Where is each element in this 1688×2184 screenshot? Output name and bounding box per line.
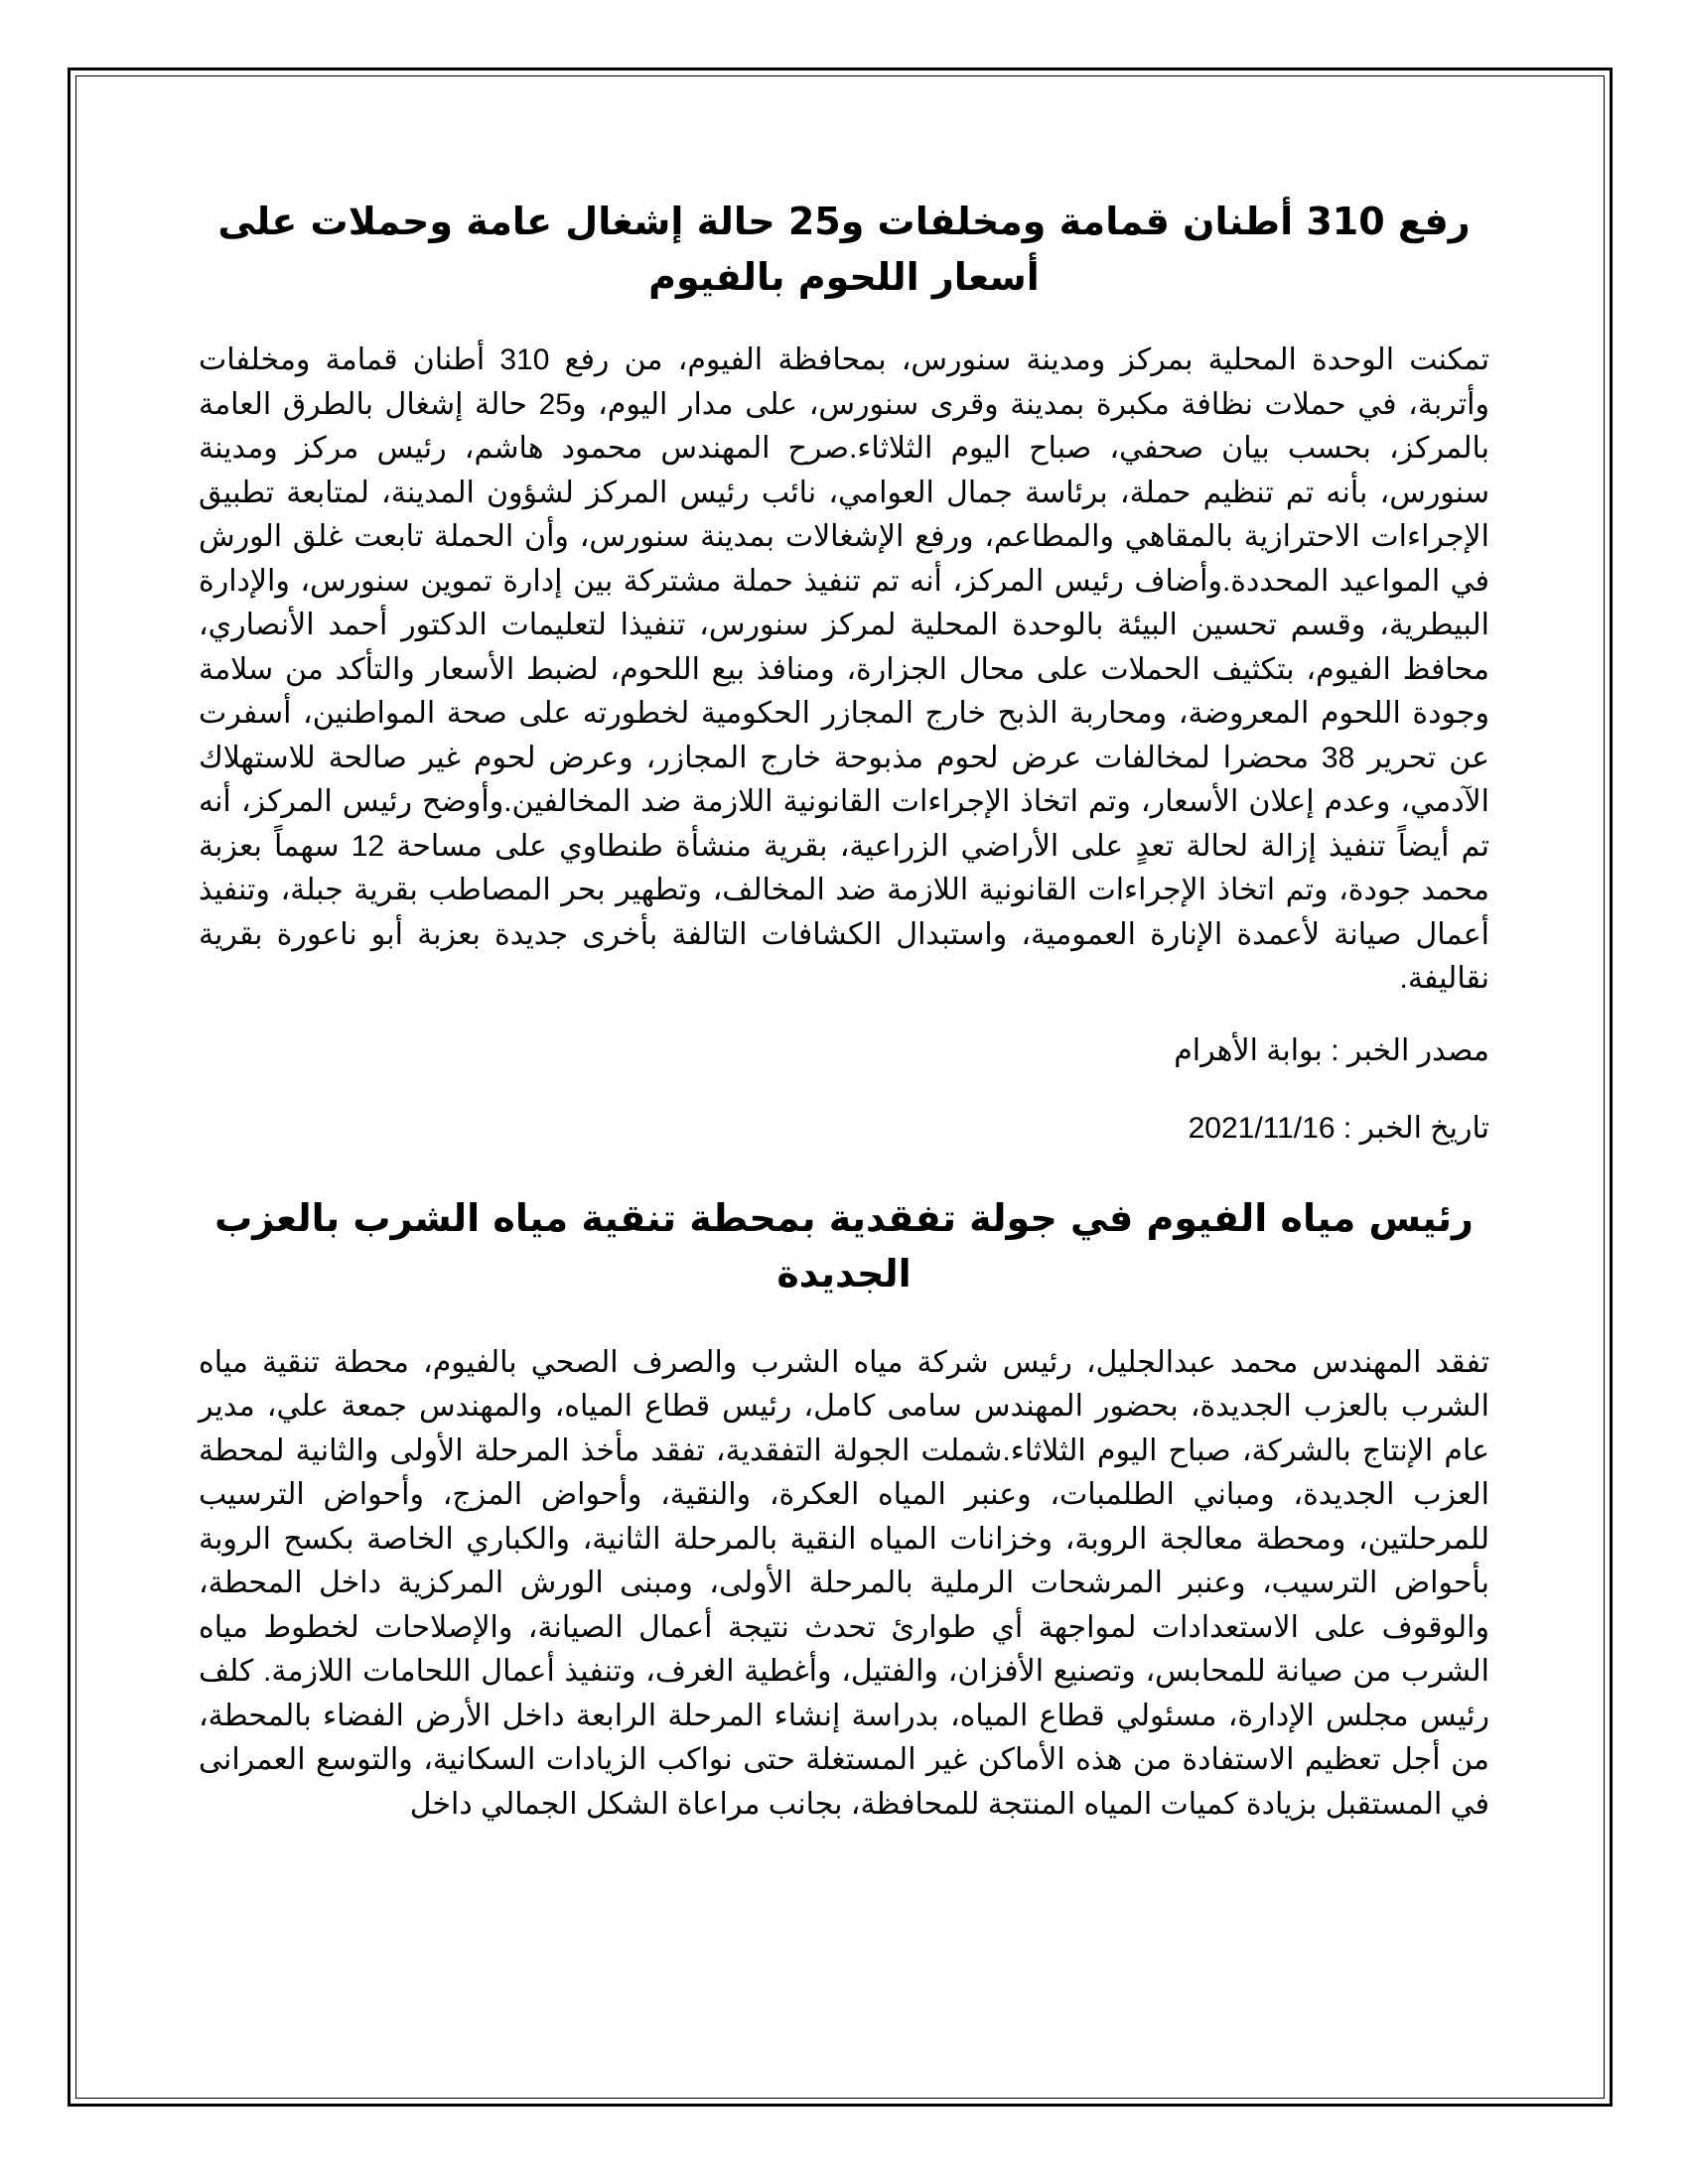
article-1-title: رفع 310 أطنان قمامة ومخلفات و25 حالة إشغال عامة وحملات على أسعار اللحوم بالفيوم xyxy=(217,200,1471,299)
article-1-source: مصدر الخبر : بوابة الأهرام xyxy=(1174,1033,1489,1067)
article-2-title: رئيس مياه الفيوم في جولة تفقدية بمحطة تنقية مياه الشرب بالعزب الجديدة xyxy=(214,1195,1474,1296)
article-1-date: تاريخ الخبر : 2021/11/16 xyxy=(1188,1111,1489,1145)
article-2 xyxy=(199,1190,1489,1828)
article-1-body: تمكنت الوحدة المحلية بمركز ومدينة سنورس، بمحافظة الفيوم، من رفع 310 أطنان قمامة ومخلفات وأتربة، في حملات نظافة مكبرة بمدينة وقرى سنورس، على مدار اليوم، و25 حالة إشغال بالطرق العامة بالمركز، بحسب بيان صحفي، صباح اليوم الثلاثاء.صرح المهندس محمود هاشم، رئيس مركز ومدينة سنورس، بأنه تم تنظيم حملة، برئاسة جمال العوامي، نائب رئيس المركز لشؤون المدينة، لمتابعة تطبيق الإجراءات الاحترازية بالمقاهي والمطاعم، ورفع الإشغالات بمدينة سنورس، وأن الحملة تابعت غلق الورش في المواعيد المحددة.وأضاف رئيس المركز، أنه تم تنفيذ حملة مشتركة بين إدارة تموين سنورس، والإدارة البيطرية، وقسم تحسين البيئة بالوحدة المحلية لمركز سنورس، تنفيذا لتعليمات الدكتور أحمد الأنصاري، محافظ الفيوم، بتكثيف الحملات على محال الجزارة، ومنافذ بيع اللحوم، لضبط الأسعار والتأكد من سلامة وجودة اللحوم المعروضة، ومحاربة الذبح خارج المجازر الحكومية لخطورته على صحة المواطنين، أسفرت عن تحرير 38 محضرا لمخالفات عرض لحوم مذبوحة خارج المجازر، وعرض لحوم غير صالحة للاستهلاك الآدمي، وعدم إعلان الأسعار، وتم اتخاذ الإجراءات القانونية اللازمة ضد المخالفين.وأوضح رئيس المركز، أنه تم أيضاً تنفيذ إزالة لحالة تعدٍ على الأراضي الزراعية، بقرية منشأة طنطاوي على مساحة 12 سهماً بعزبة محمد جودة، وتم اتخاذ الإجراءات القانونية اللازمة ضد المخالف، وتطهير بحر المصاطب بقرية جبلة، وتنفيذ أعمال صيانة لأعمدة الإنارة العمومية، واستبدال الكشافات التالفة بأخرى جديدة بعزبة أبو ناعورة بقرية نقاليفة. xyxy=(199,343,1490,995)
document-content xyxy=(199,194,1489,1827)
article-1 xyxy=(199,194,1489,1151)
article-2-body: تفقد المهندس محمد عبدالجليل، رئيس شركة مياه الشرب والصرف الصحي بالفيوم، محطة تنقية مياه الشرب بالعزب الجديدة، بحضور المهندس سامى كامل، رئيس قطاع المياه، والمهندس جمعة علي، مدير عام الإنتاج بالشركة، صباح اليوم الثلاثاء.شملت الجولة التفقدية، تفقد مأخذ المرحلة الأولى والثانية لمحطة العزب الجديدة، ومباني الطلمبات، وعنبر المياه العكرة، والنقية، وأحواض المزج، وأحواض الترسيب للمرحلتين، ومحطة معالجة الروبة، وخزانات المياه النقية بالمرحلة الثانية، والكباري الخاصة بكسح الروبة بأحواض الترسيب، وعنبر المرشحات الرملية بالمرحلة الأولى، ومبنى الورش المركزية داخل المحطة، والوقوف على الاستعدادات لمواجهة أي طوارئ تحدث نتيجة أعمال الصيانة، والإصلاحات لخطوط مياه الشرب من صيانة للمحابس، وتصنيع الأفزان، والفتيل، وأغطية الغرف، وتنفيذ أعمال اللحامات اللازمة. كلف رئيس مجلس الإدارة، مسئولي قطاع المياه، بدراسة إنشاء المرحلة الرابعة داخل الأرض الفضاء بالمحطة، من أجل تعظيم الاستفادة من هذه الأماكن غير المستغلة حتى نواكب الزيادات السكانية، والتوسع العمرانى في المستقبل بزيادة كميات المياه المنتجة للمحافظة، بجانب مراعاة الشكل الجمالي داخل xyxy=(199,1345,1489,1821)
